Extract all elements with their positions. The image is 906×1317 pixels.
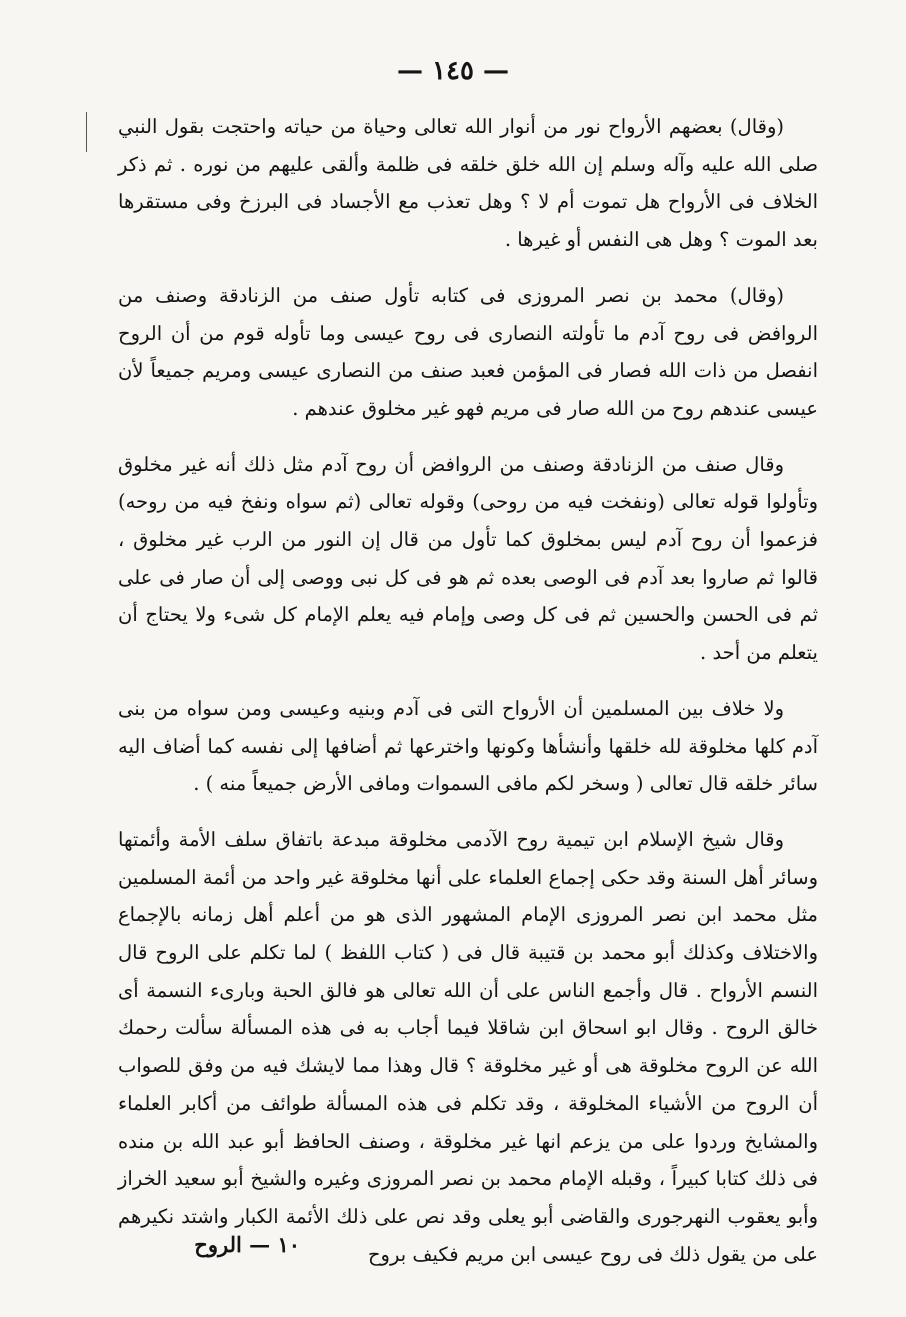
footer-signature: ١٠ — الروح [194, 1232, 300, 1257]
paragraph-5: وقال شيخ الإسلام ابن تيمية روح الآدمى مخلوقة مبدعة باتفاق سلف الأمة وأئمتها وسائر أهل السنة وقد حكى إجماع العلماء على أنها مخلوقة غير واحد من أئمة المسلمين مثل محمد ابن نصر المروزى الإمام المشهور الذى هو من أعلم أهل زمانه بالإجماع والاختلاف وكذلك أبو محمد بن قتيبة قال فى ( كتاب اللفظ ) لما تكلم على الروح قال النسم الأرواح . قال وأجمع الناس على أن الله تعالى هو فالق الحبة وبارىء النسمة أى خالق الروح . وقال ابو اسحاق ابن شاقلا فيما أجاب به فى هذه المسألة سألت رحمك الله عن الروح مخلوقة هى أو غير مخلوقة ؟ قال وهذا مما لايشك فيه من وفق للصواب أن الروح من الأشياء المخلوقة ، وقد تكلم فى هذه المسألة طوائف من أكابر العلماء والمشايخ وردوا على من يزعم انها غير مخلوقة ، وصنف الحافظ أبو عبد الله بن منده فى ذلك كتابا كبيراً ، وقبله الإمام محمد بن نصر المروزى وغيره والشيخ أبو سعيد الخراز وأبو يعقوب النهرجورى والقاضى أبو يعلى وقد نص على ذلك الأئمة الكبار واشتد نكيرهم على من يقول ذلك فى روح عيسى ابن مريم فكيف بروح [118, 827, 818, 1266]
page-number: — ١٤٥ — [396, 56, 510, 86]
margin-mark [86, 112, 87, 152]
paragraph-1: (وقال) بعضهم الأرواح نور من أنوار الله تعالى وحياة من حياته واحتجت بقول النبي صلى الله عليه وآله وسلم إن الله خلق خلقه فى ظلمة وألقى عليهم من نوره . ثم ذكر الخلاف فى الأرواح هل تموت أم لا ؟ وهل تعذب مع الأجساد فى البرزخ وفى مستقرها بعد الموت ؟ وهل هى النفس أو غيرها . [118, 115, 818, 252]
paragraph-4: ولا خلاف بين المسلمين أن الأرواح التى فى آدم وبنيه وعيسى ومن سواه من بنى آدم كلها مخلوقة لله خلقها وأنشأها وكونها واخترعها ثم أضافها إلى نفسه كما أضاف اليه سائر خلقه قال تعالى ( وسخر لكم مافى السموات ومافى الأرض جميعاً منه ) . [118, 696, 818, 796]
paragraph-3: وقال صنف من الزنادقة وصنف من الروافض أن روح آدم مثل ذلك أنه غير مخلوق وتأولوا قوله تعالى (ونفخت فيه من روحى) وقوله تعالى (ثم سواه ونفخ فيه من روحه) فزعموا أن روح آدم ليس بمخلوق كما تأول من قال إن النور من الرب غير مخلوق ، قالوا ثم صاروا بعد آدم فى الوصى بعده ثم هو فى كل نبى ووصى إلى أن صار فى على ثم فى الحسن والحسين ثم فى كل وصى وإمام فيه يعلم الإمام كل شىء ولا يحتاج أن يتعلم من أحد . [118, 452, 818, 665]
paragraph-2: (وقال) محمد بن نصر المروزى فى كتابه تأول صنف من الزنادقة وصنف من الروافض فى روح آدم ما تأولته النصارى فى روح عيسى وما تأوله قوم من أن الروح انفصل من ذات الله فصار فى المؤمن فعبد صنف من النصارى عيسى ومريم جميعاً لأن عيسى عندهم روح من الله صار فى مريم فهو غير مخلوق عندهم . [118, 283, 818, 420]
body-text [118, 108, 818, 1291]
